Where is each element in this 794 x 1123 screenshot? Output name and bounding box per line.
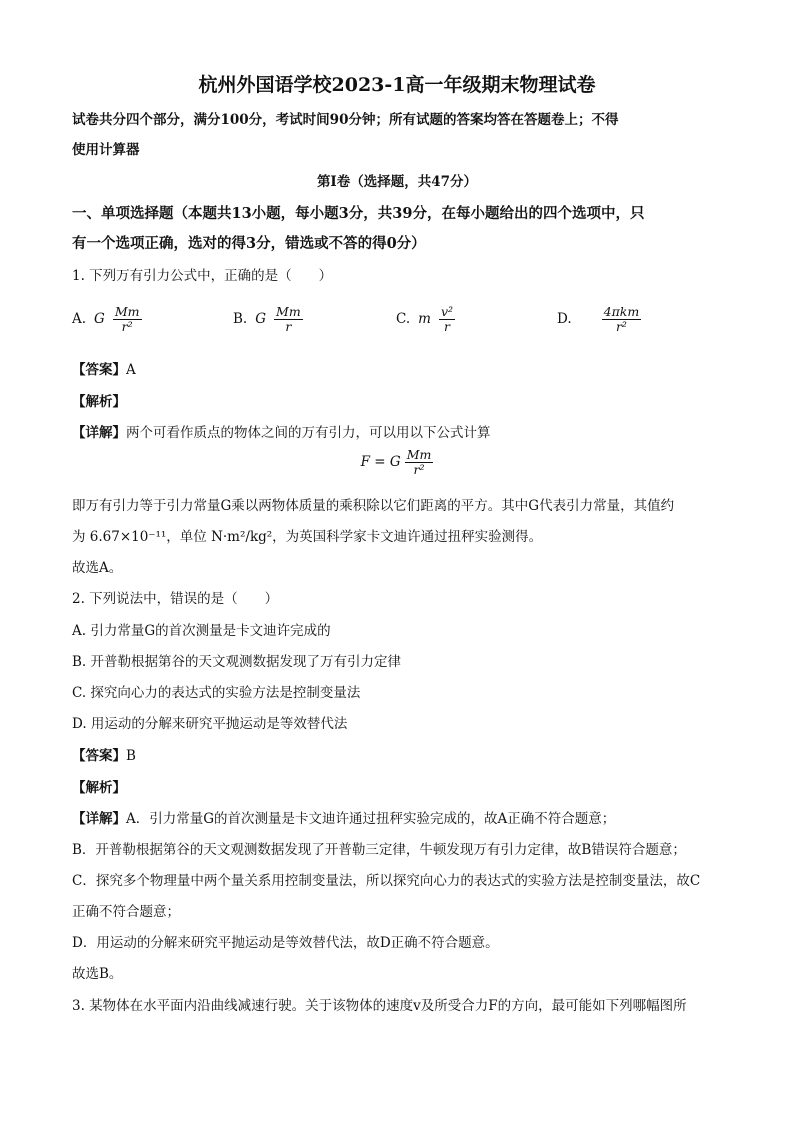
q1-explanation: 即万有引力等于引力常量G乘以两物体质量的乘积除以它们距离的平方。其中G代表引力常量，其值约 <box>72 498 675 514</box>
q1-option-c <box>396 305 455 334</box>
q2-option-c: C. 探究向心力的表达式的实验方法是控制变量法 <box>72 685 361 701</box>
part1-heading-cont: 有一个选项正确，选对的得3分，错选或不答的得0分） <box>72 235 426 252</box>
frac-den: r² <box>121 318 133 334</box>
option-prefix: G <box>94 311 105 328</box>
frac-num: Mm <box>114 304 140 319</box>
q1-explanation-cont: 为 6.67×10⁻¹¹，单位 N·m²/kg²，为英国科学家卡文迪许通过扭秤实验测得。 <box>72 529 543 545</box>
section-heading: 第Ⅰ卷（选择题，共47分） <box>316 174 478 190</box>
q2-conclusion: 故选B。 <box>72 966 123 982</box>
option-fraction <box>602 305 642 334</box>
frac-num: 4πkm <box>603 304 640 319</box>
option-label: D. <box>557 311 572 328</box>
q1-analysis-tag: 【解析】 <box>72 394 126 410</box>
frac-den: r <box>285 318 292 334</box>
q2-detail-c: C．探究多个物理量中两个量关系用控制变量法，所以探究向心力的表达式的实验方法是控制变量法，故C <box>72 873 701 889</box>
option-fraction <box>439 305 455 334</box>
option-fraction <box>274 305 303 334</box>
frac-num: Mm <box>406 447 432 462</box>
q3-stem: 3. 某物体在水平面内沿曲线减速行驶。关于该物体的速度v及所受合力F的方向，最可能如下列哪幅图所 <box>72 998 687 1014</box>
q1-answer <box>72 358 136 378</box>
q1-detail <box>72 421 491 441</box>
frac-den: r <box>444 318 450 334</box>
frac-num: v² <box>440 304 454 319</box>
option-label: A. <box>72 311 87 328</box>
q1-conclusion: 故选A。 <box>72 560 123 576</box>
q2-option-a: A. 引力常量G的首次测量是卡文迪许完成的 <box>72 623 331 639</box>
frac-den: r² <box>615 318 627 334</box>
option-prefix: m <box>418 311 431 328</box>
intro-text: 试卷共分四个部分，满分100分，考试时间90分钟；所有试题的答案均答在答题卷上；不得 <box>72 112 619 128</box>
intro-text-cont: 使用计算器 <box>72 142 140 158</box>
page-title: 杭州外国语学校2023-1高一年级期末物理试卷 <box>198 74 596 96</box>
option-fraction <box>113 305 142 334</box>
option-label: C. <box>396 311 411 328</box>
q1-stem: 1. 下列万有引力公式中，正确的是（ ） <box>72 268 333 284</box>
frac-den: r² <box>413 461 425 477</box>
q1-option-b <box>233 305 303 334</box>
q2-analysis-tag: 【解析】 <box>72 780 126 796</box>
q2-answer <box>72 744 136 764</box>
answer-value: B <box>126 748 136 764</box>
detail-text: A．引力常量G的首次测量是卡文迪许通过扭秤实验完成的，故A正确不符合题意； <box>126 811 616 827</box>
answer-tag: 【答案】 <box>72 362 126 378</box>
part1-heading: 一、单项选择题（本题共13小题，每小题3分，共39分，在每小题给出的四个选项中，只 <box>72 205 645 222</box>
q2-detail-b: B．开普勒根据第谷的天文观测数据发现了开普勒三定律，牛顿发现万有引力定律，故B错误符合题意； <box>72 842 686 858</box>
q2-detail-d: D．用运动的分解来研究平抛运动是等效替代法，故D正确不符合题意。 <box>72 935 499 951</box>
q1-formula <box>0 448 794 477</box>
answer-value: A <box>126 362 136 378</box>
q1-option-d <box>557 305 641 334</box>
q2-detail-c-cont: 正确不符合题意； <box>72 904 180 920</box>
q2-stem: 2. 下列说法中，错误的是（ ） <box>72 591 279 607</box>
q2-option-b: B. 开普勒根据第谷的天文观测数据发现了万有引力定律 <box>72 654 402 670</box>
detail-text: 两个可看作质点的物体之间的万有引力，可以用以下公式计算 <box>126 425 491 441</box>
q2-option-d: D. 用运动的分解来研究平抛运动是等效替代法 <box>72 716 348 732</box>
formula-fraction <box>405 448 434 477</box>
detail-tag: 【详解】 <box>72 425 126 441</box>
q2-detail-a <box>72 807 615 827</box>
option-label: B. <box>233 311 248 328</box>
option-prefix: G <box>255 311 267 328</box>
detail-tag: 【详解】 <box>72 811 126 827</box>
answer-tag: 【答案】 <box>72 748 126 764</box>
formula-lhs: F = G <box>360 454 401 471</box>
frac-num: Mm <box>276 304 301 319</box>
q1-option-a <box>72 305 142 334</box>
